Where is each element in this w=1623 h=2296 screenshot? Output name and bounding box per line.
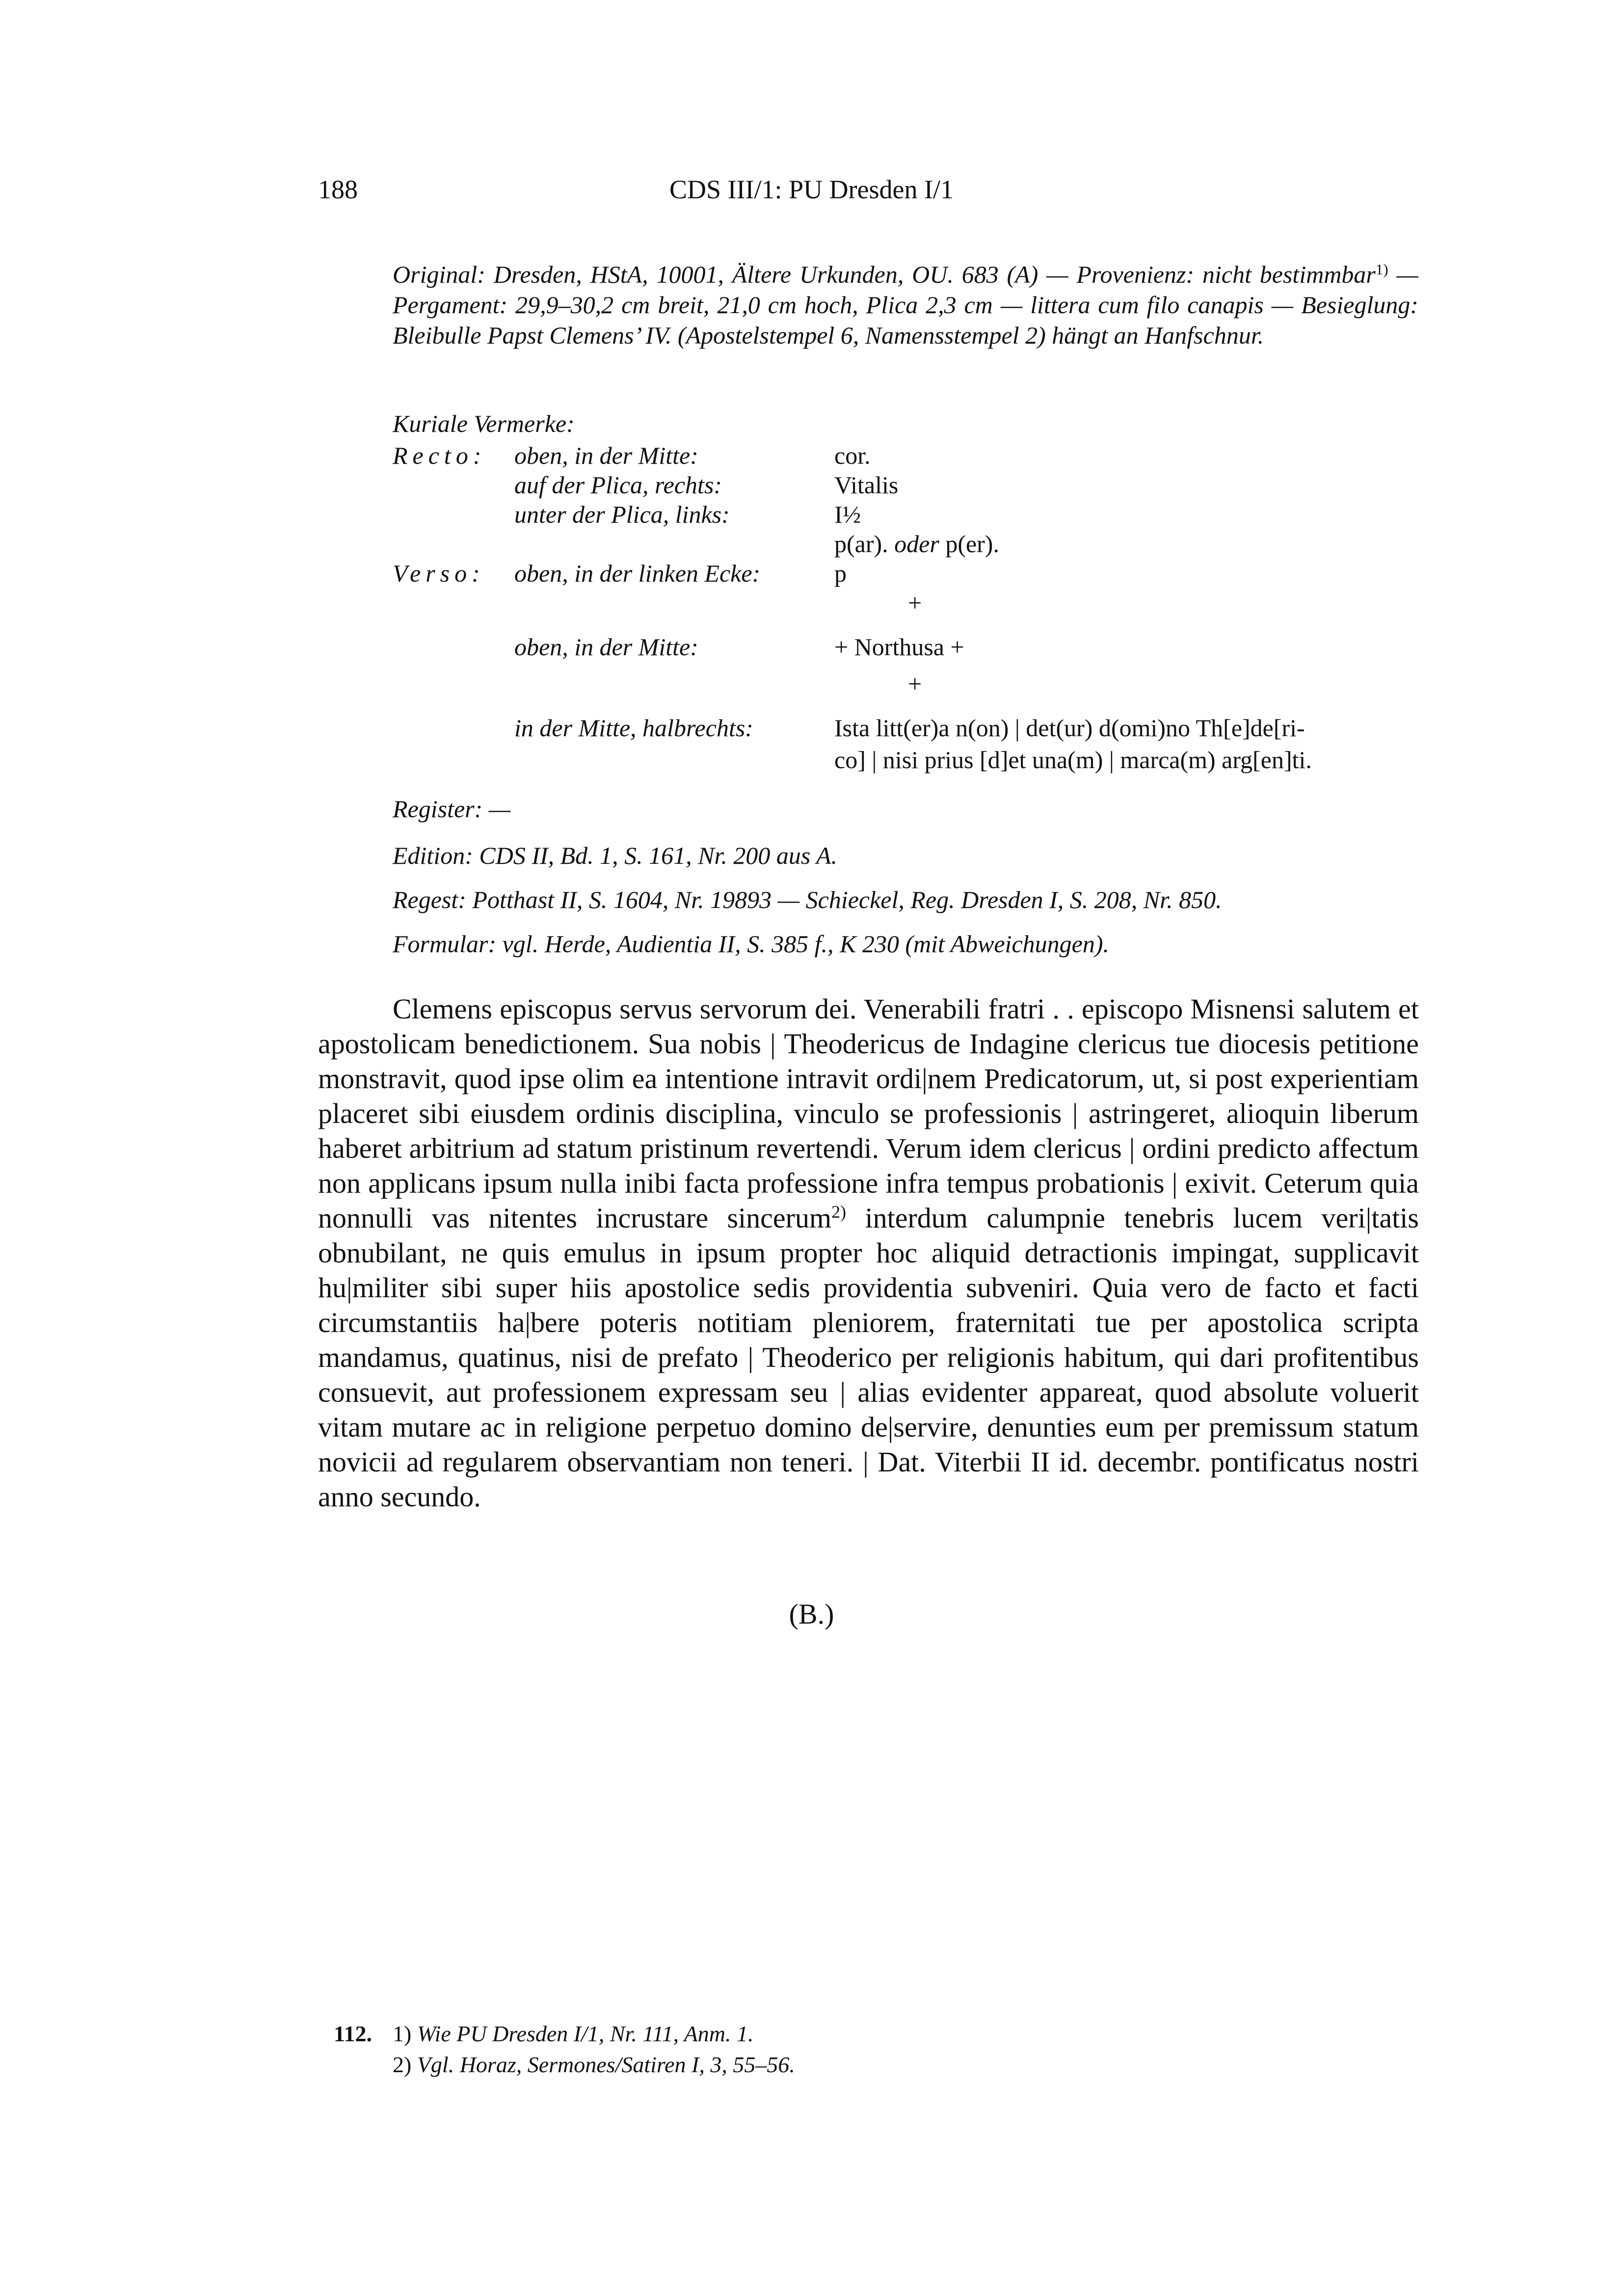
footnote-2: [393, 2051, 795, 2079]
document-number: 112.: [334, 2021, 372, 2046]
footnote-ref-1: 1): [1375, 260, 1388, 278]
kuriale-value-4: [834, 529, 999, 559]
main-text-part-2: interdum calumpnie tenebris lucem veri|tatis obnubilant, ne quis emulus in ipsum propter hoc aliquid detractionis impingat, supplicavit hu|militer sibi super hiis apostolice sedis providentia subveniri. Quia vero de facto et facti circumstantiis ha|bere poteris notitiam pleniorem, fraternitati tue per apostolica scripta mandamus, quatinus, nisi de prefato | Theoderico per religionis habitum, qui dari profitentibus consuevit, aut professionem expressam seu | alias evidenter appareat, quod absolute voluerit vitam mutare ac in religione perpetuo domino de|servire, denunties eum per premissum statum novicii ad regularem observantiam non teneri. | Dat. Viterbii II id. decembr. pontificatus nostri anno secundo.: [318, 1202, 1419, 1513]
kuriale-position-5: oben, in der linken Ecke:: [514, 560, 761, 587]
page-number: 188: [318, 175, 358, 204]
kuriale-title: Kuriale Vermerke:: [393, 410, 575, 437]
kuriale-position-7: oben, in der Mitte:: [514, 633, 698, 661]
kuriale-value-9-line2: co] | nisi prius [d]et una(m) | marca(m) arg[en]ti.: [834, 746, 1312, 774]
kuriale-value-6: +: [908, 589, 922, 616]
footnote-2-text: Vgl. Horaz, Sermones/Satiren I, 3, 55–56.: [417, 2052, 795, 2077]
kuriale-value-7: + Northusa +: [834, 633, 964, 661]
kuriale-value-9-line1: Ista litt(er)a n(on) | det(ur) d(omi)no Th[e]de[ri-: [834, 714, 1305, 742]
regest-line: Regest: Potthast II, S. 1604, Nr. 19893 — Schieckel, Reg. Dresden I, S. 208, Nr. 850.: [393, 886, 1222, 913]
closing-mark: (B.): [789, 1598, 834, 1630]
footnote-1-text: Wie PU Dresden I/1, Nr. 111, Anm. 1.: [417, 2021, 754, 2046]
kuriale-value-5: p: [834, 560, 847, 587]
kuriale-position-3: unter der Plica, links:: [514, 501, 730, 528]
kuriale-value-1: cor.: [834, 442, 871, 469]
footnote-2-number: 2): [393, 2052, 417, 2077]
kuriale-position-2: auf der Plica, rechts:: [514, 471, 722, 499]
kuriale-value-2: Vitalis: [834, 471, 899, 499]
main-text: [318, 991, 1419, 1514]
main-paragraph: [318, 991, 1419, 1514]
footnote-1: [393, 2020, 754, 2048]
original-text-2: — Pergament: 29,9–30,2 cm breit, 21,0 cm hoch, Plica 2,3 cm — littera cum filo canapis — Besieglung: Bleibulle Papst Clemens’ IV. (Apostelstempel 6, Namensstempel 2) hängt an Hanfschnur.: [393, 261, 1418, 349]
formular-line: Formular: vgl. Herde, Audientia II, S. 385 f., K 230 (mit Abweichungen).: [393, 930, 1109, 958]
kuriale-value-4b: oder: [894, 530, 939, 558]
main-text-part-1: Clemens episcopus servus servorum dei. Venerabili fratri . . episcopo Misnensi salutem et apostolicam benedictionem. Sua nobis | Theodericus de Indagine clericus tue diocesis petitione monstravit, quod ipse olim ea intentione intravit ordi|nem Predicatorum, ut, si post experientiam placeret sibi eiusdem ordinis disciplina, vinculo se professionis | astringeret, alioquin liberum haberet arbitrium ad statum pristinum revertendi. Verum idem clericus | ordini predicto affectum non applicans ipsum nulla inibi facta professione infra tempus probationis | exivit. Ceterum quia nonnulli vas nitentes incrustare sincerum: [318, 993, 1419, 1234]
running-title: CDS III/1: PU Dresden I/1: [669, 175, 954, 204]
kuriale-value-4c: p(er).: [939, 530, 999, 558]
kuriale-value-3: I½: [834, 501, 861, 528]
kuriale-position-1: oben, in der Mitte:: [514, 442, 698, 469]
verso-label: Verso:: [393, 560, 485, 587]
kuriale-position-9: in der Mitte, halbrechts:: [514, 714, 753, 742]
edition-line: Edition: CDS II, Bd. 1, S. 161, Nr. 200 aus A.: [393, 842, 838, 869]
original-description: [393, 259, 1418, 350]
footnote-ref-2: 2): [831, 1202, 847, 1222]
kuriale-value-4a: p(ar).: [834, 530, 895, 558]
register-line: Register: —: [393, 795, 511, 823]
recto-label: Recto:: [393, 442, 486, 469]
kuriale-value-8: +: [908, 670, 922, 697]
footnote-1-number: 1): [393, 2021, 417, 2046]
original-text-1: Original: Dresden, HStA, 10001, Ältere Urkunden, OU. 683 (A) — Provenienz: nicht bestimmbar: [393, 261, 1376, 288]
